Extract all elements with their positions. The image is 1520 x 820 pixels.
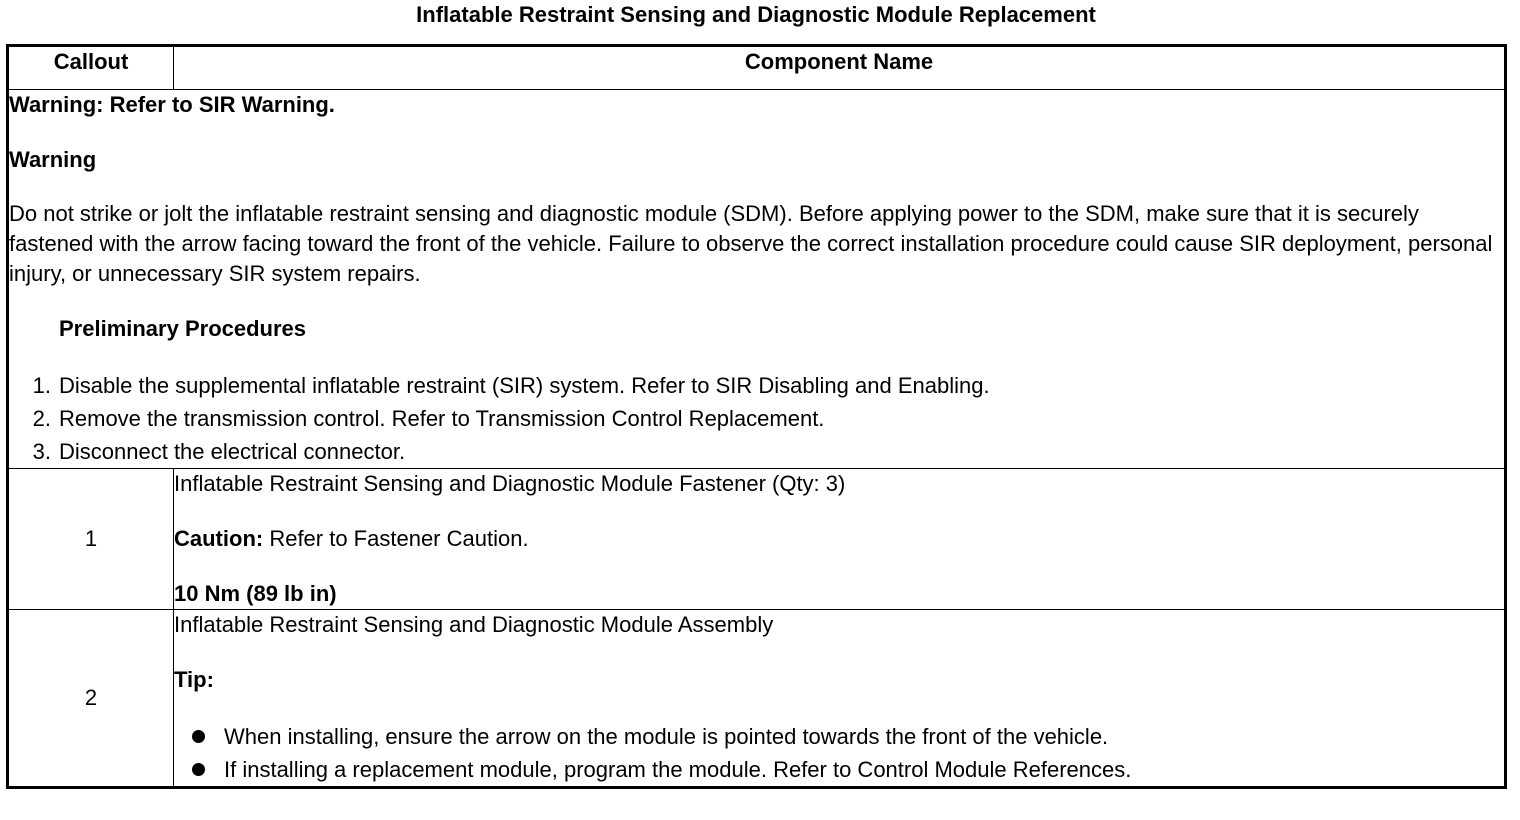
page-title: Inflatable Restraint Sensing and Diagnostic Module Replacement bbox=[416, 2, 1096, 27]
step-text: Disable the supplemental inflatable restraint (SIR) system. Refer to SIR Disabling and Enabling. bbox=[59, 373, 990, 398]
tip-label-text: Tip: bbox=[174, 667, 214, 692]
caution-text: Refer to Fastener Caution. bbox=[263, 526, 529, 551]
list-item bbox=[174, 753, 1504, 786]
preliminary-steps bbox=[9, 369, 1504, 468]
tip-text: If installing a replacement module, program the module. Refer to Control Module References. bbox=[224, 757, 1132, 782]
callout-number: 1 bbox=[8, 469, 174, 610]
preliminary-cell bbox=[8, 90, 1506, 469]
component-name: Inflatable Restraint Sensing and Diagnostic Module Assembly bbox=[174, 612, 774, 637]
list-item bbox=[9, 435, 1504, 468]
preliminary-row bbox=[8, 90, 1506, 469]
warning-label: Warning bbox=[9, 147, 97, 172]
tip-list bbox=[174, 720, 1504, 786]
caution-note bbox=[174, 524, 1504, 554]
callout-header: Callout bbox=[8, 46, 174, 90]
tip-text: When installing, ensure the arrow on the module is pointed towards the front of the vehicle. bbox=[224, 724, 1109, 749]
list-item bbox=[9, 402, 1504, 435]
list-item bbox=[9, 369, 1504, 402]
torque-value: 10 Nm (89 lb in) bbox=[174, 581, 337, 606]
callout-number: 2 bbox=[8, 610, 174, 788]
bullet-icon bbox=[192, 730, 205, 743]
step-text: Remove the transmission control. Refer to Transmission Control Replacement. bbox=[59, 406, 825, 431]
step-number: 2. bbox=[32, 406, 51, 431]
procedure-table bbox=[6, 44, 1507, 789]
table-row bbox=[8, 610, 1506, 788]
warning-reference: Warning: Refer to SIR Warning. bbox=[9, 92, 335, 117]
component-name: Inflatable Restraint Sensing and Diagnostic Module Fastener (Qty: 3) bbox=[174, 471, 846, 496]
step-number: 1. bbox=[32, 373, 51, 398]
component-name-header: Component Name bbox=[174, 46, 1506, 90]
preliminary-heading: Preliminary Procedures bbox=[59, 316, 307, 341]
component-cell bbox=[174, 469, 1506, 610]
bullet-icon bbox=[192, 763, 205, 776]
step-text: Disconnect the electrical connector. bbox=[59, 439, 406, 464]
torque-spec bbox=[174, 579, 1504, 609]
component-cell bbox=[174, 610, 1506, 788]
table-header-row bbox=[8, 46, 1506, 90]
step-number: 3. bbox=[32, 439, 51, 464]
list-item bbox=[174, 720, 1504, 753]
table-row bbox=[8, 469, 1506, 610]
caution-label: Caution: bbox=[174, 526, 264, 551]
tip-label bbox=[174, 665, 1504, 695]
warning-text: Do not strike or jolt the inflatable restraint sensing and diagnostic module (SDM). Before applying power to the SDM, make sure that it is securely fastened with the arrow facing toward the front of the vehicle. Failure to observe the correct installation procedure could cause SIR deployment, personal injury, or unnecessary SIR system repairs. bbox=[9, 201, 1493, 286]
